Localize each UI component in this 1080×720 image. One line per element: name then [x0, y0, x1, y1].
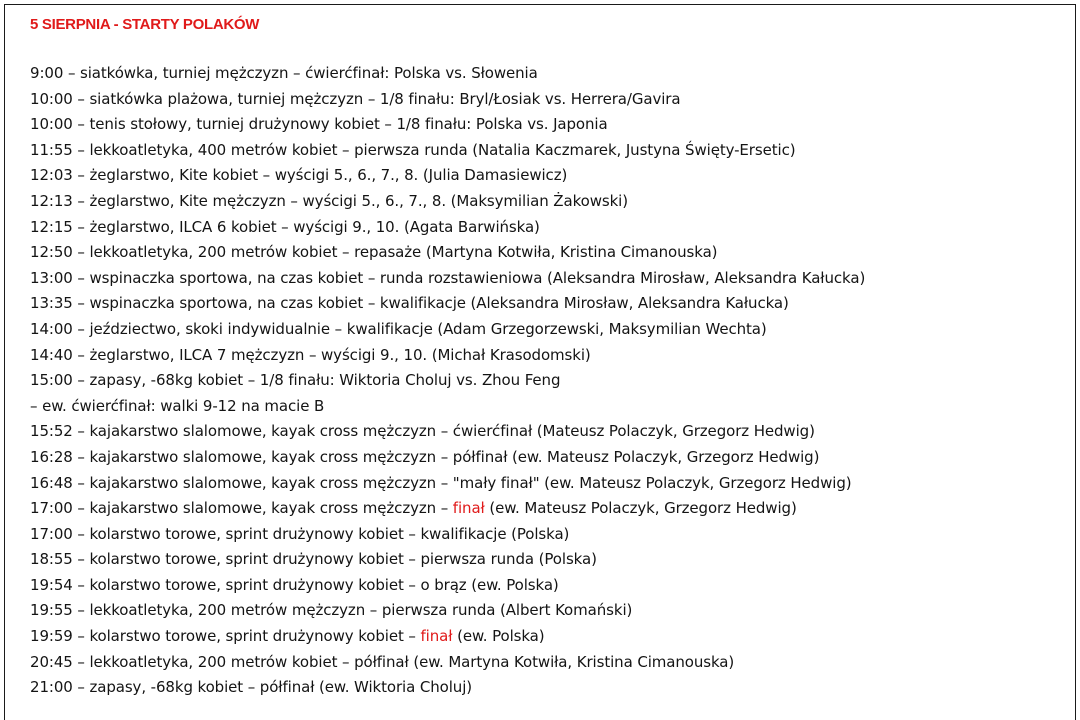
document-frame	[4, 4, 1076, 720]
schedule-entry	[30, 291, 865, 317]
entry-highlight: finał	[452, 499, 485, 518]
entry-text: 17:00 – kolarstwo torowe, sprint drużynowy kobiet – kwalifikacje (Polska)	[30, 524, 570, 543]
schedule-entry	[30, 675, 865, 701]
entry-text: 18:55 – kolarstwo torowe, sprint drużynowy kobiet – pierwsza runda (Polska)	[30, 550, 597, 569]
schedule-entry	[30, 394, 865, 420]
schedule-entry	[30, 189, 865, 215]
schedule-entry	[30, 343, 865, 369]
schedule-entry	[30, 471, 865, 497]
entry-text: 17:00 – kajakarstwo slalomowe, kayak cross mężczyzn –	[30, 499, 453, 518]
schedule-entry	[30, 419, 865, 445]
schedule-entry	[30, 624, 865, 650]
schedule-entry	[30, 87, 865, 113]
schedule-entry	[30, 138, 865, 164]
schedule-entry	[30, 445, 865, 471]
schedule-entry	[30, 317, 865, 343]
entry-text: 21:00 – zapasy, -68kg kobiet – półfinał (ew. Wiktoria Choluj)	[30, 678, 473, 697]
entry-text: 16:28 – kajakarstwo slalomowe, kayak cross mężczyzn – półfinał (ew. Mateusz Polaczyk, Grzegorz Hedwig)	[30, 447, 820, 466]
entry-text: 12:03 – żeglarstwo, Kite kobiet – wyścigi 5., 6., 7., 8. (Julia Damasiewicz)	[30, 166, 568, 185]
schedule-entry	[30, 112, 865, 138]
entry-text: 16:48 – kajakarstwo slalomowe, kayak cross mężczyzn – "mały finał" (ew. Mateusz Polaczyk, Grzegorz Hedwig)	[30, 473, 852, 492]
schedule-entry	[30, 266, 865, 292]
schedule-entry	[30, 215, 865, 241]
entry-text: 13:35 – wspinaczka sportowa, na czas kobiet – kwalifikacje (Aleksandra Mirosław, Aleksandra Kałucka)	[30, 294, 789, 313]
entry-text: 19:54 – kolarstwo torowe, sprint drużynowy kobiet – o brąz (ew. Polska)	[30, 575, 559, 594]
entry-text: 12:13 – żeglarstwo, Kite mężczyzn – wyścigi 5., 6., 7., 8. (Maksymilian Żakowski)	[30, 191, 628, 210]
schedule-entry	[30, 650, 865, 676]
entry-text: 11:55 – lekkoatletyka, 400 metrów kobiet – pierwsza runda (Natalia Kaczmarek, Justyna Święty-Ersetic)	[30, 140, 796, 159]
entry-text: 10:00 – tenis stołowy, turniej drużynowy kobiet – 1/8 finału: Polska vs. Japonia	[30, 115, 608, 134]
schedule-list	[30, 61, 865, 701]
entry-text-after: (ew. Polska)	[452, 627, 545, 646]
entry-text: 19:59 – kolarstwo torowe, sprint drużynowy kobiet –	[30, 627, 421, 646]
entry-text: 13:00 – wspinaczka sportowa, na czas kobiet – runda rozstawieniowa (Aleksandra Mirosław, Aleksandra Kałucka)	[30, 268, 866, 287]
entry-text: 12:50 – lekkoatletyka, 200 metrów kobiet – repasaże (Martyna Kotwiła, Kristina Cimanouska)	[30, 243, 718, 262]
entry-text: 12:15 – żeglarstwo, ILCA 6 kobiet – wyścigi 9., 10. (Agata Barwińska)	[30, 217, 540, 236]
entry-text: 9:00 – siatkówka, turniej mężczyzn – ćwierćfinał: Polska vs. Słowenia	[30, 64, 538, 82]
entry-text: 15:00 – zapasy, -68kg kobiet – 1/8 finału: Wiktoria Choluj vs. Zhou Feng	[30, 371, 561, 390]
entry-text: 19:55 – lekkoatletyka, 200 metrów mężczyzn – pierwsza runda (Albert Komański)	[30, 601, 633, 620]
schedule-entry	[30, 547, 865, 573]
entry-text: – ew. ćwierćfinał: walki 9-12 na macie B	[30, 396, 325, 415]
entry-text: 10:00 – siatkówka plażowa, turniej mężczyzn – 1/8 finału: Bryl/Łosiak vs. Herrera/Gavira	[30, 89, 681, 108]
schedule-entry	[30, 522, 865, 548]
entry-text: 14:40 – żeglarstwo, ILCA 7 mężczyzn – wyścigi 9., 10. (Michał Krasodomski)	[30, 345, 591, 364]
entry-text: 14:00 – jeździectwo, skoki indywidualnie – kwalifikacje (Adam Grzegorzewski, Maksymilian Wechta)	[30, 319, 767, 338]
schedule-entry	[30, 368, 865, 394]
page-title: 5 SIERPNIA - STARTY POLAKÓW	[30, 16, 260, 33]
schedule-entry	[30, 598, 865, 624]
schedule-entry	[30, 496, 865, 522]
schedule-entry	[30, 573, 865, 599]
schedule-entry	[30, 240, 865, 266]
entry-highlight: finał	[420, 627, 453, 646]
entry-text-after: (ew. Mateusz Polaczyk, Grzegorz Hedwig)	[484, 499, 797, 518]
entry-text: 20:45 – lekkoatletyka, 200 metrów kobiet – półfinał (ew. Martyna Kotwiła, Kristina Cimanouska)	[30, 652, 735, 671]
schedule-entry	[30, 163, 865, 189]
entry-text: 15:52 – kajakarstwo slalomowe, kayak cross mężczyzn – ćwierćfinał (Mateusz Polaczyk, Grzegorz Hedwig)	[30, 422, 815, 441]
schedule-entry	[30, 61, 865, 87]
